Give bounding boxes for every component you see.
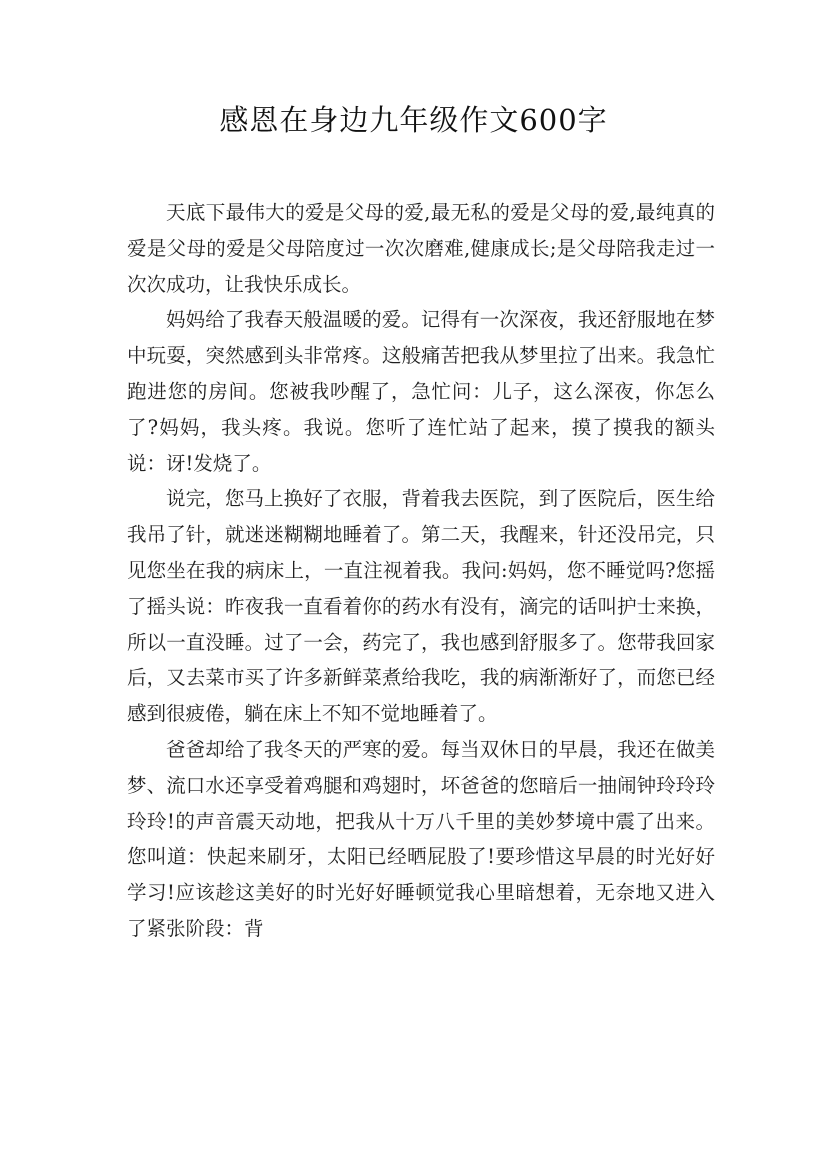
paragraph-3: 说完，您马上换好了衣服，背着我去医院，到了医院后，医生给我吊了针，就迷迷糊糊地睡着了。第二天，我醒来，针还没吊完，只见您坐在我的病床上，一直注视着我。我问:妈妈，您不睡觉吗?您摇了摇头说：昨夜我一直看着你的药水有没有，滴完的话叫护士来换，所以一直没睡。过了一会，药完了，我也感到舒服多了。您带我回家后，又去菜市买了许多新鲜菜煮给我吃，我的病渐渐好了，而您已经感到很疲倦，躺在床上不知不觉地睡着了。: [127, 487, 715, 726]
document-body: [127, 195, 715, 947]
paragraph-2: 妈妈给了我春天般温暖的爱。记得有一次深夜，我还舒服地在梦中玩耍，突然感到头非常疼。这般痛苦把我从梦里拉了出来。我急忙跑进您的房间。您被我吵醒了，急忙问：儿子，这么深夜，你怎么了?妈妈，我头疼。我说。您听了连忙站了起来，摸了摸我的额头说：讶!发烧了。: [127, 308, 715, 475]
paragraph-4: 爸爸却给了我冬天的严寒的爱。每当双休日的早晨，我还在做美梦、流口水还享受着鸡腿和鸡翅时，坏爸爸的您暗后一抽闹钟玲玲玲玲玲!的声音震天动地，把我从十万八千里的美妙梦境中震了出来。您叫道：快起来刷牙，太阳已经晒屁股了!要珍惜这早晨的时光好好学习!应该趁这美好的时光好好睡顿觉我心里暗想着，无奈地又进入了紧张阶段：背: [127, 737, 715, 940]
document-title: 感恩在身边九年级作文600字: [219, 103, 608, 137]
paragraph-1: 天底下最伟大的爱是父母的爱,最无私的爱是父母的爱,最纯真的爱是父母的爱是父母陪度过一次次磨难,健康成长;是父母陪我走过一次次成功，让我快乐成长。: [127, 201, 715, 296]
